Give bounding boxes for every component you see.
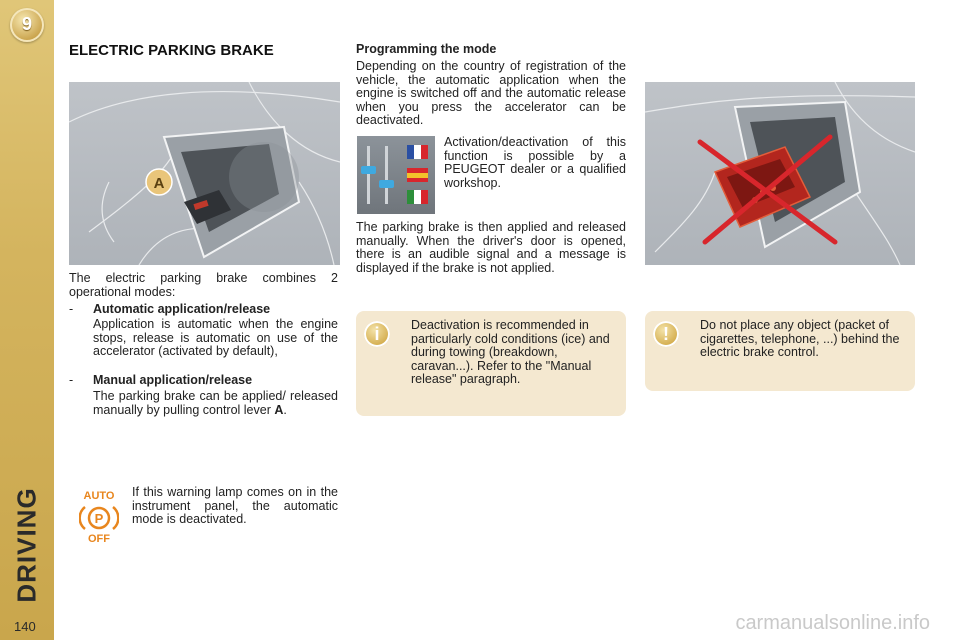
mode-text-manual-end: .	[283, 402, 287, 417]
programming-para-2: Activation/deactivation of this function is possible by a PEUGEOT dealer or a qualified workshop.	[444, 135, 626, 190]
warning-lamp-text: If this warning lamp comes on in the instrument panel, the automatic mode is deactivated.	[132, 485, 338, 526]
section-title	[2, 487, 52, 603]
warning-note-text: Do not place any object (packet of cigarettes, telephone, ...) behind the electric brake control.	[700, 318, 900, 359]
lamp-letter: P	[94, 511, 104, 526]
console-illustration	[69, 82, 340, 265]
info-note-text: Deactivation is recommended in particularly cold conditions (ice) and during towing (breakdown, caravan...). Refer to the "Manual release" paragraph.	[411, 318, 610, 386]
mode-heading-automatic: Automatic application/release	[93, 302, 271, 316]
no-objects-illustration	[645, 82, 915, 265]
lever-label: A	[153, 175, 165, 192]
mode-text-automatic: Application is automatic when the engine stops, release is automatic on use of the accelerator (activated by default),	[93, 317, 338, 358]
programming-heading: Programming the mode	[356, 42, 497, 56]
programming-para-1: Depending on the country of registration of the vehicle, the automatic application when the engine is switched off and the automatic release when you press the accelerator can be deactivated.	[356, 59, 626, 127]
mode-dash-1: -	[69, 302, 74, 316]
chapter-badge	[10, 8, 44, 42]
lamp-bottom-text: OFF	[88, 533, 110, 544]
mode-dash-2: -	[69, 373, 74, 387]
mode-text-manual-body: The parking brake can be applied/ released manually by pulling control lever	[93, 389, 338, 417]
mode-heading-manual: Manual application/release	[93, 373, 253, 387]
programming-para-3: The parking brake is then applied and released manually. When the driver's door is opened, there is an audible signal and a message is displayed if the brake is not applied.	[356, 220, 626, 275]
watermark: carmanualsonline.info	[735, 612, 930, 634]
chapter-number: 9	[21, 14, 32, 34]
section-title-text: DRIVING	[11, 487, 42, 603]
info-icon: i	[364, 321, 390, 347]
auto-p-off-lamp-icon	[79, 488, 119, 544]
mode-text-manual	[93, 390, 338, 417]
console-image	[69, 82, 340, 265]
info-note-box	[356, 311, 626, 416]
page-number: 140	[14, 619, 36, 634]
chapter-sidebar	[0, 0, 54, 640]
settings-flags-icon	[357, 136, 435, 214]
warning-note-box	[645, 311, 915, 391]
no-objects-image	[645, 82, 915, 265]
mode-text-manual-lever: A	[274, 402, 284, 417]
lamp-top-text: AUTO	[83, 490, 115, 502]
intro-text: The electric parking brake combines 2 operational modes:	[69, 271, 338, 299]
warning-icon: !	[653, 321, 679, 347]
page-title: ELECTRIC PARKING BRAKE	[69, 42, 274, 59]
